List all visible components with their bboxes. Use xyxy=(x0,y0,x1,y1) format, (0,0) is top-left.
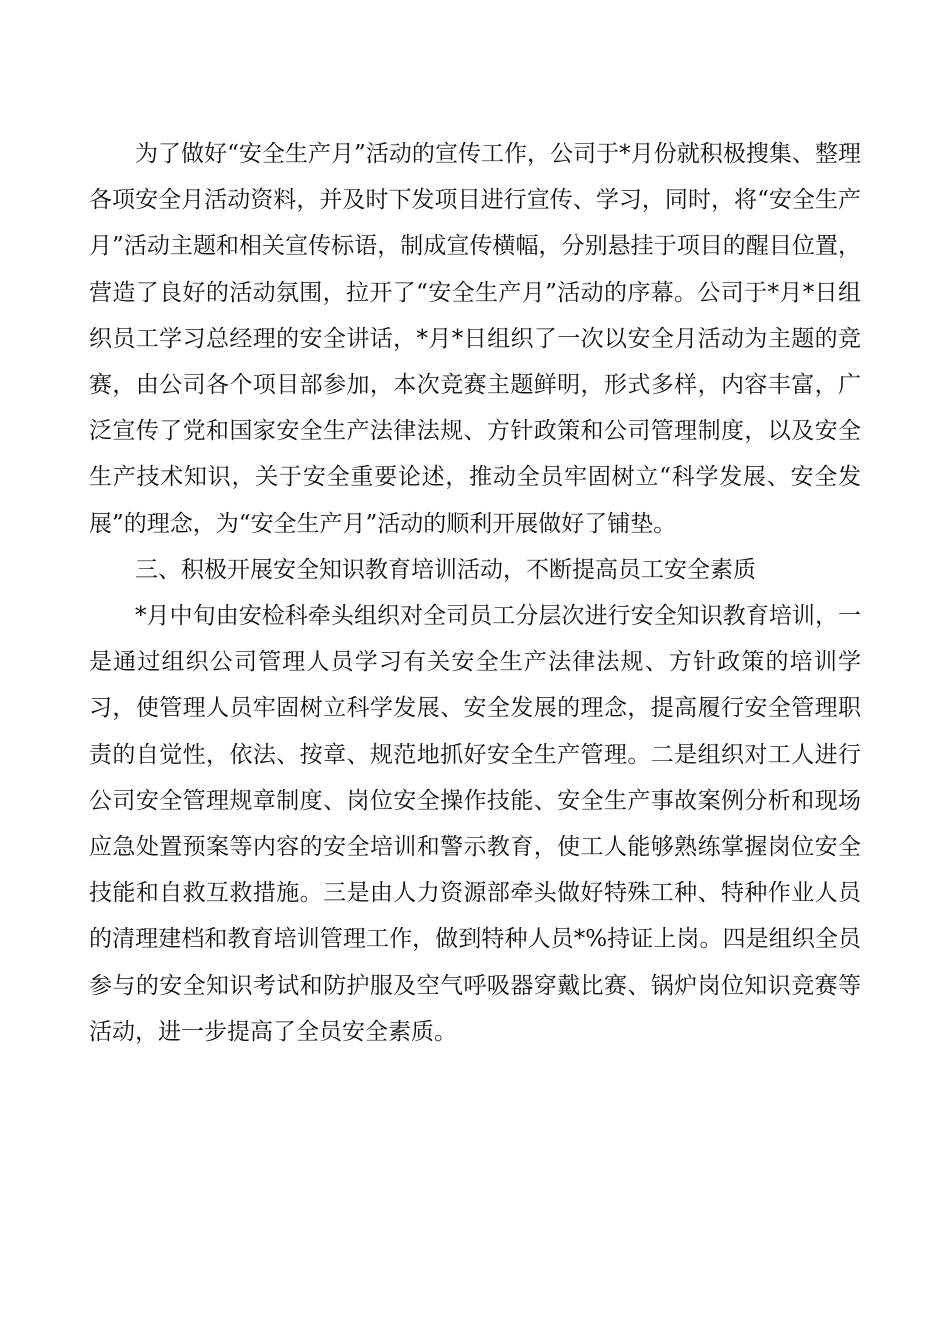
section-heading-training: 三、积极开展安全知识教育培训活动，不断提高员工安全素质 xyxy=(135,556,756,583)
document-body xyxy=(89,131,861,1055)
paragraph-publicity: 为了做好“安全生产月”活动的宣传工作，公司于*月份就积极搜集、整理各项安全月活动资料，并及时下发项目进行宣传、学习，同时，将“安全生产月”活动主题和相关宣传标语，制成宣传横幅，分别悬挂于项目的醒目位置，营造了良好的活动氛围，拉开了“安全生产月”活动的序幕。公司于*月*日组织员工学习总经理的安全讲话，*月*日组织了一次以安全月活动为主题的竞赛，由公司各个项目部参加，本次竞赛主题鲜明，形式多样，内容丰富，广泛宣传了党和国家安全生产法律法规、方针政策和公司管理制度，以及安全生产技术知识，关于安全重要论述，推动全员牢固树立“科学发展、安全发展”的理念，为“安全生产月”活动的顺利开展做好了铺垫。 xyxy=(89,141,861,537)
paragraph-training: *月中旬由安检科牵头组织对全司员工分层次进行安全知识教育培训，一是通过组织公司管理人员学习有关安全生产法律法规、方针政策的培训学习，使管理人员牢固树立科学发展、安全发展的理念，提高履行安全管理职责的自觉性，依法、按章、规范地抓好安全生产管理。二是组织对工人进行公司安全管理规章制度、岗位安全操作技能、安全生产事故案例分析和现场应急处置预案等内容的安全培训和警示教育，使工人能够熟练掌握岗位安全技能和自救互救措施。三是由人力资源部牵头做好特殊工种、特种作业人员的清理建档和教育培训管理工作，做到特种人员*%持证上岗。四是组织全员参与的安全知识考试和防护服及空气呼吸器穿戴比赛、锅炉岗位知识竞赛等活动，进一步提高了全员安全素质。 xyxy=(89,603,861,1045)
